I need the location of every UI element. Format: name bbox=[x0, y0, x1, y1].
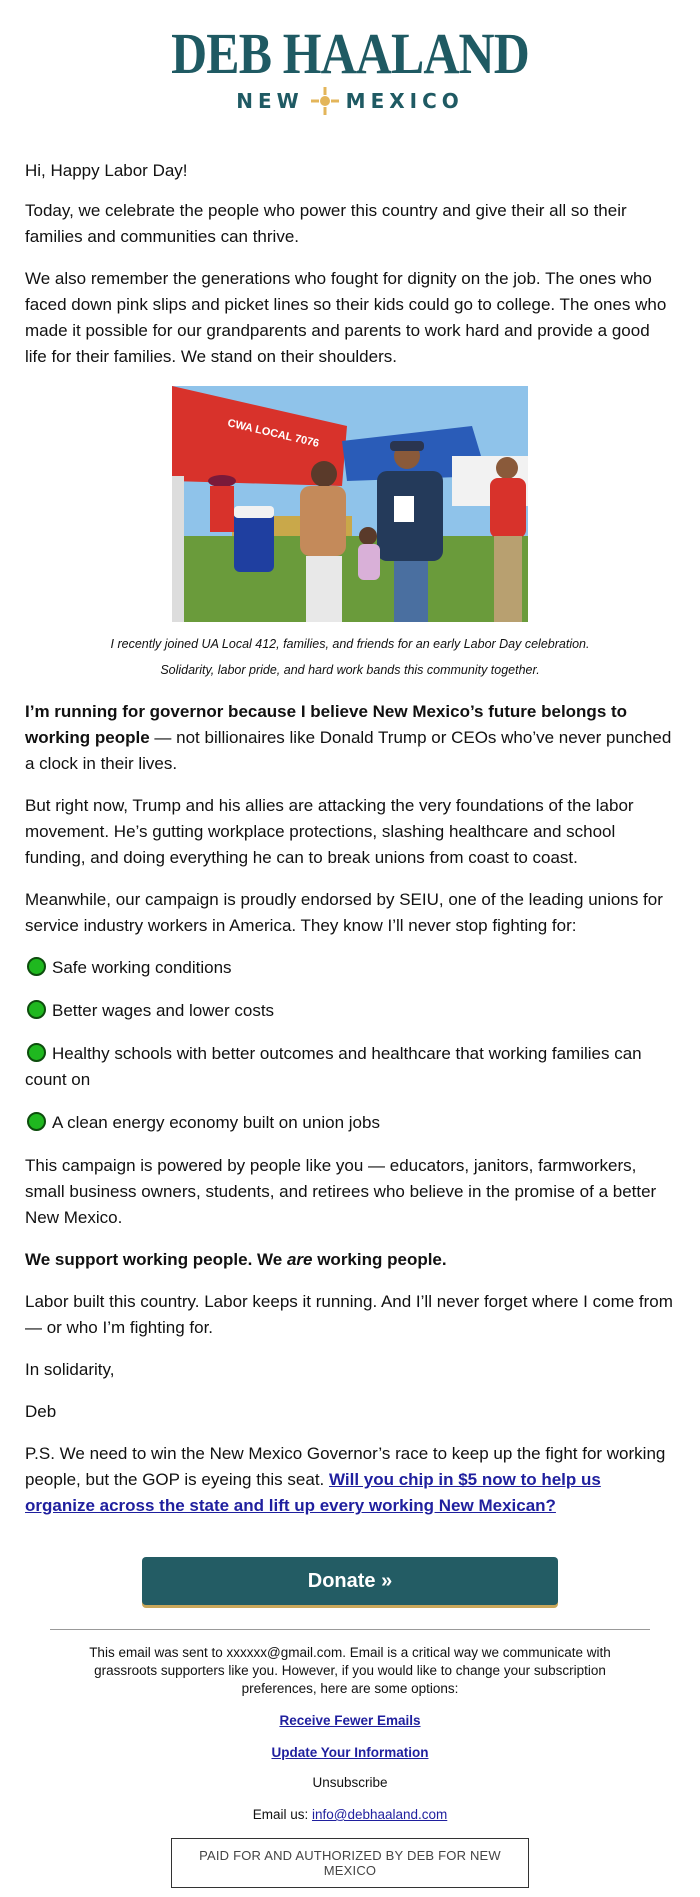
fighting-for-list bbox=[25, 955, 675, 1136]
paragraph-powered: This campaign is powered by people like you — educators, janitors, farmworkers, small business owners, students, and retirees who believe in the promise of a better New Mexico. bbox=[25, 1156, 657, 1227]
list-item-text: Better wages and lower costs bbox=[52, 1001, 275, 1020]
signature: Deb bbox=[25, 1402, 57, 1421]
donate-button[interactable]: Donate » bbox=[142, 1557, 558, 1605]
paragraph-trump: But right now, Trump and his allies are attacking the very foundations of the labor movement. He’s gutting workplace protections, slashing healthcare and school funding, and doing everything he can to break unions from coast to coast. bbox=[25, 796, 634, 867]
green-circle-icon bbox=[27, 1000, 46, 1019]
photo-caption bbox=[25, 631, 675, 683]
support-a: We support working people. We bbox=[25, 1250, 287, 1269]
logo-name: DEB HAALAND bbox=[171, 21, 529, 86]
caption-line-1: I recently joined UA Local 412, families, and friends for an early Labor Day celebration. bbox=[110, 637, 590, 651]
signoff: In solidarity, bbox=[25, 1360, 115, 1379]
paragraph-support bbox=[25, 1247, 675, 1273]
message-content bbox=[0, 158, 700, 1519]
campaign-logo bbox=[0, 0, 700, 122]
footer-divider bbox=[50, 1629, 650, 1630]
photo-banner-text: CWA LOCAL 7076 bbox=[226, 417, 321, 450]
paragraph-ps bbox=[25, 1441, 675, 1519]
paragraph-remember: We also remember the generations who fought for dignity on the job. The ones who faced down pink slips and picket lines so their kids could go to college. The ones who made it possible for our grandparents and parents to work hard and provide a good life for their families. We stand on their shoulders. bbox=[25, 269, 667, 366]
paragraph-seiu: Meanwhile, our campaign is proudly endorsed by SEIU, one of the leading unions for service industry workers in America. They know I’ll never stop fighting for: bbox=[25, 890, 663, 935]
running-rest: — not billionaires like Donald Trump or CEOs who’ve never punched a clock in their lives. bbox=[25, 728, 672, 773]
unsubscribe-link[interactable]: Unsubscribe bbox=[312, 1775, 388, 1790]
list-item bbox=[25, 955, 675, 981]
list-item-text: Healthy schools with better outcomes and healthcare that working families can count on bbox=[25, 1044, 642, 1089]
greeting: Hi, Happy Labor Day! bbox=[25, 161, 188, 180]
paid-for-disclaimer: PAID FOR AND AUTHORIZED BY DEB FOR NEW MEXICO bbox=[171, 1838, 529, 1888]
email-address-link[interactable]: info@debhaaland.com bbox=[311, 1807, 448, 1822]
email-us-label: Email us: bbox=[252, 1807, 312, 1822]
footer bbox=[0, 1644, 700, 1824]
support-b: working people. bbox=[312, 1250, 447, 1269]
list-item bbox=[25, 1110, 675, 1136]
support-em: are bbox=[286, 1250, 313, 1269]
footer-notice: This email was sent to xxxxxx@gmail.com. Email is a critical way we communicate with grassroots supporters like you. However, if you would like to change your subscription preferences, here are some options: bbox=[89, 1645, 611, 1696]
paragraph-labor: Labor built this country. Labor keeps it running. And I’ll never forget where I come from — or who I’m fighting for. bbox=[25, 1292, 673, 1337]
labor-day-photo bbox=[172, 386, 528, 622]
caption-line-2: Solidarity, labor pride, and hard work bands this community together. bbox=[160, 663, 540, 677]
paid-for-container bbox=[0, 1838, 700, 1888]
zia-sun-icon bbox=[310, 86, 340, 116]
paragraph-running bbox=[25, 699, 675, 777]
logo-mexico: MEXICO bbox=[345, 89, 464, 113]
ps-text: P.S. We need to win the New Mexico Governor’s race to keep up the fight for working people, but the GOP is eyeing this seat. bbox=[25, 1444, 666, 1489]
donate-container bbox=[0, 1557, 700, 1605]
list-item bbox=[25, 1041, 675, 1093]
list-item bbox=[25, 998, 675, 1024]
photo-container bbox=[25, 386, 675, 627]
chip-in-link[interactable]: Will you chip in $5 now to help us organize across the state and lift up every working New Mexican? bbox=[25, 1470, 601, 1515]
list-item-text: A clean energy economy built on union jobs bbox=[52, 1113, 380, 1132]
receive-fewer-emails-link[interactable]: Receive Fewer Emails bbox=[279, 1713, 421, 1728]
paragraph-celebrate: Today, we celebrate the people who power this country and give their all so their families and communities can thrive. bbox=[25, 201, 627, 246]
update-information-link[interactable]: Update Your Information bbox=[271, 1745, 429, 1760]
green-circle-icon bbox=[27, 957, 46, 976]
list-item-text: Safe working conditions bbox=[52, 958, 232, 977]
logo-new: NEW bbox=[236, 89, 304, 113]
running-bold: I’m running for governor because I believe New Mexico’s future belongs to working people bbox=[25, 702, 628, 747]
logo-subtitle bbox=[0, 86, 700, 116]
green-circle-icon bbox=[27, 1112, 46, 1131]
green-circle-icon bbox=[27, 1043, 46, 1062]
email-us bbox=[70, 1806, 630, 1824]
